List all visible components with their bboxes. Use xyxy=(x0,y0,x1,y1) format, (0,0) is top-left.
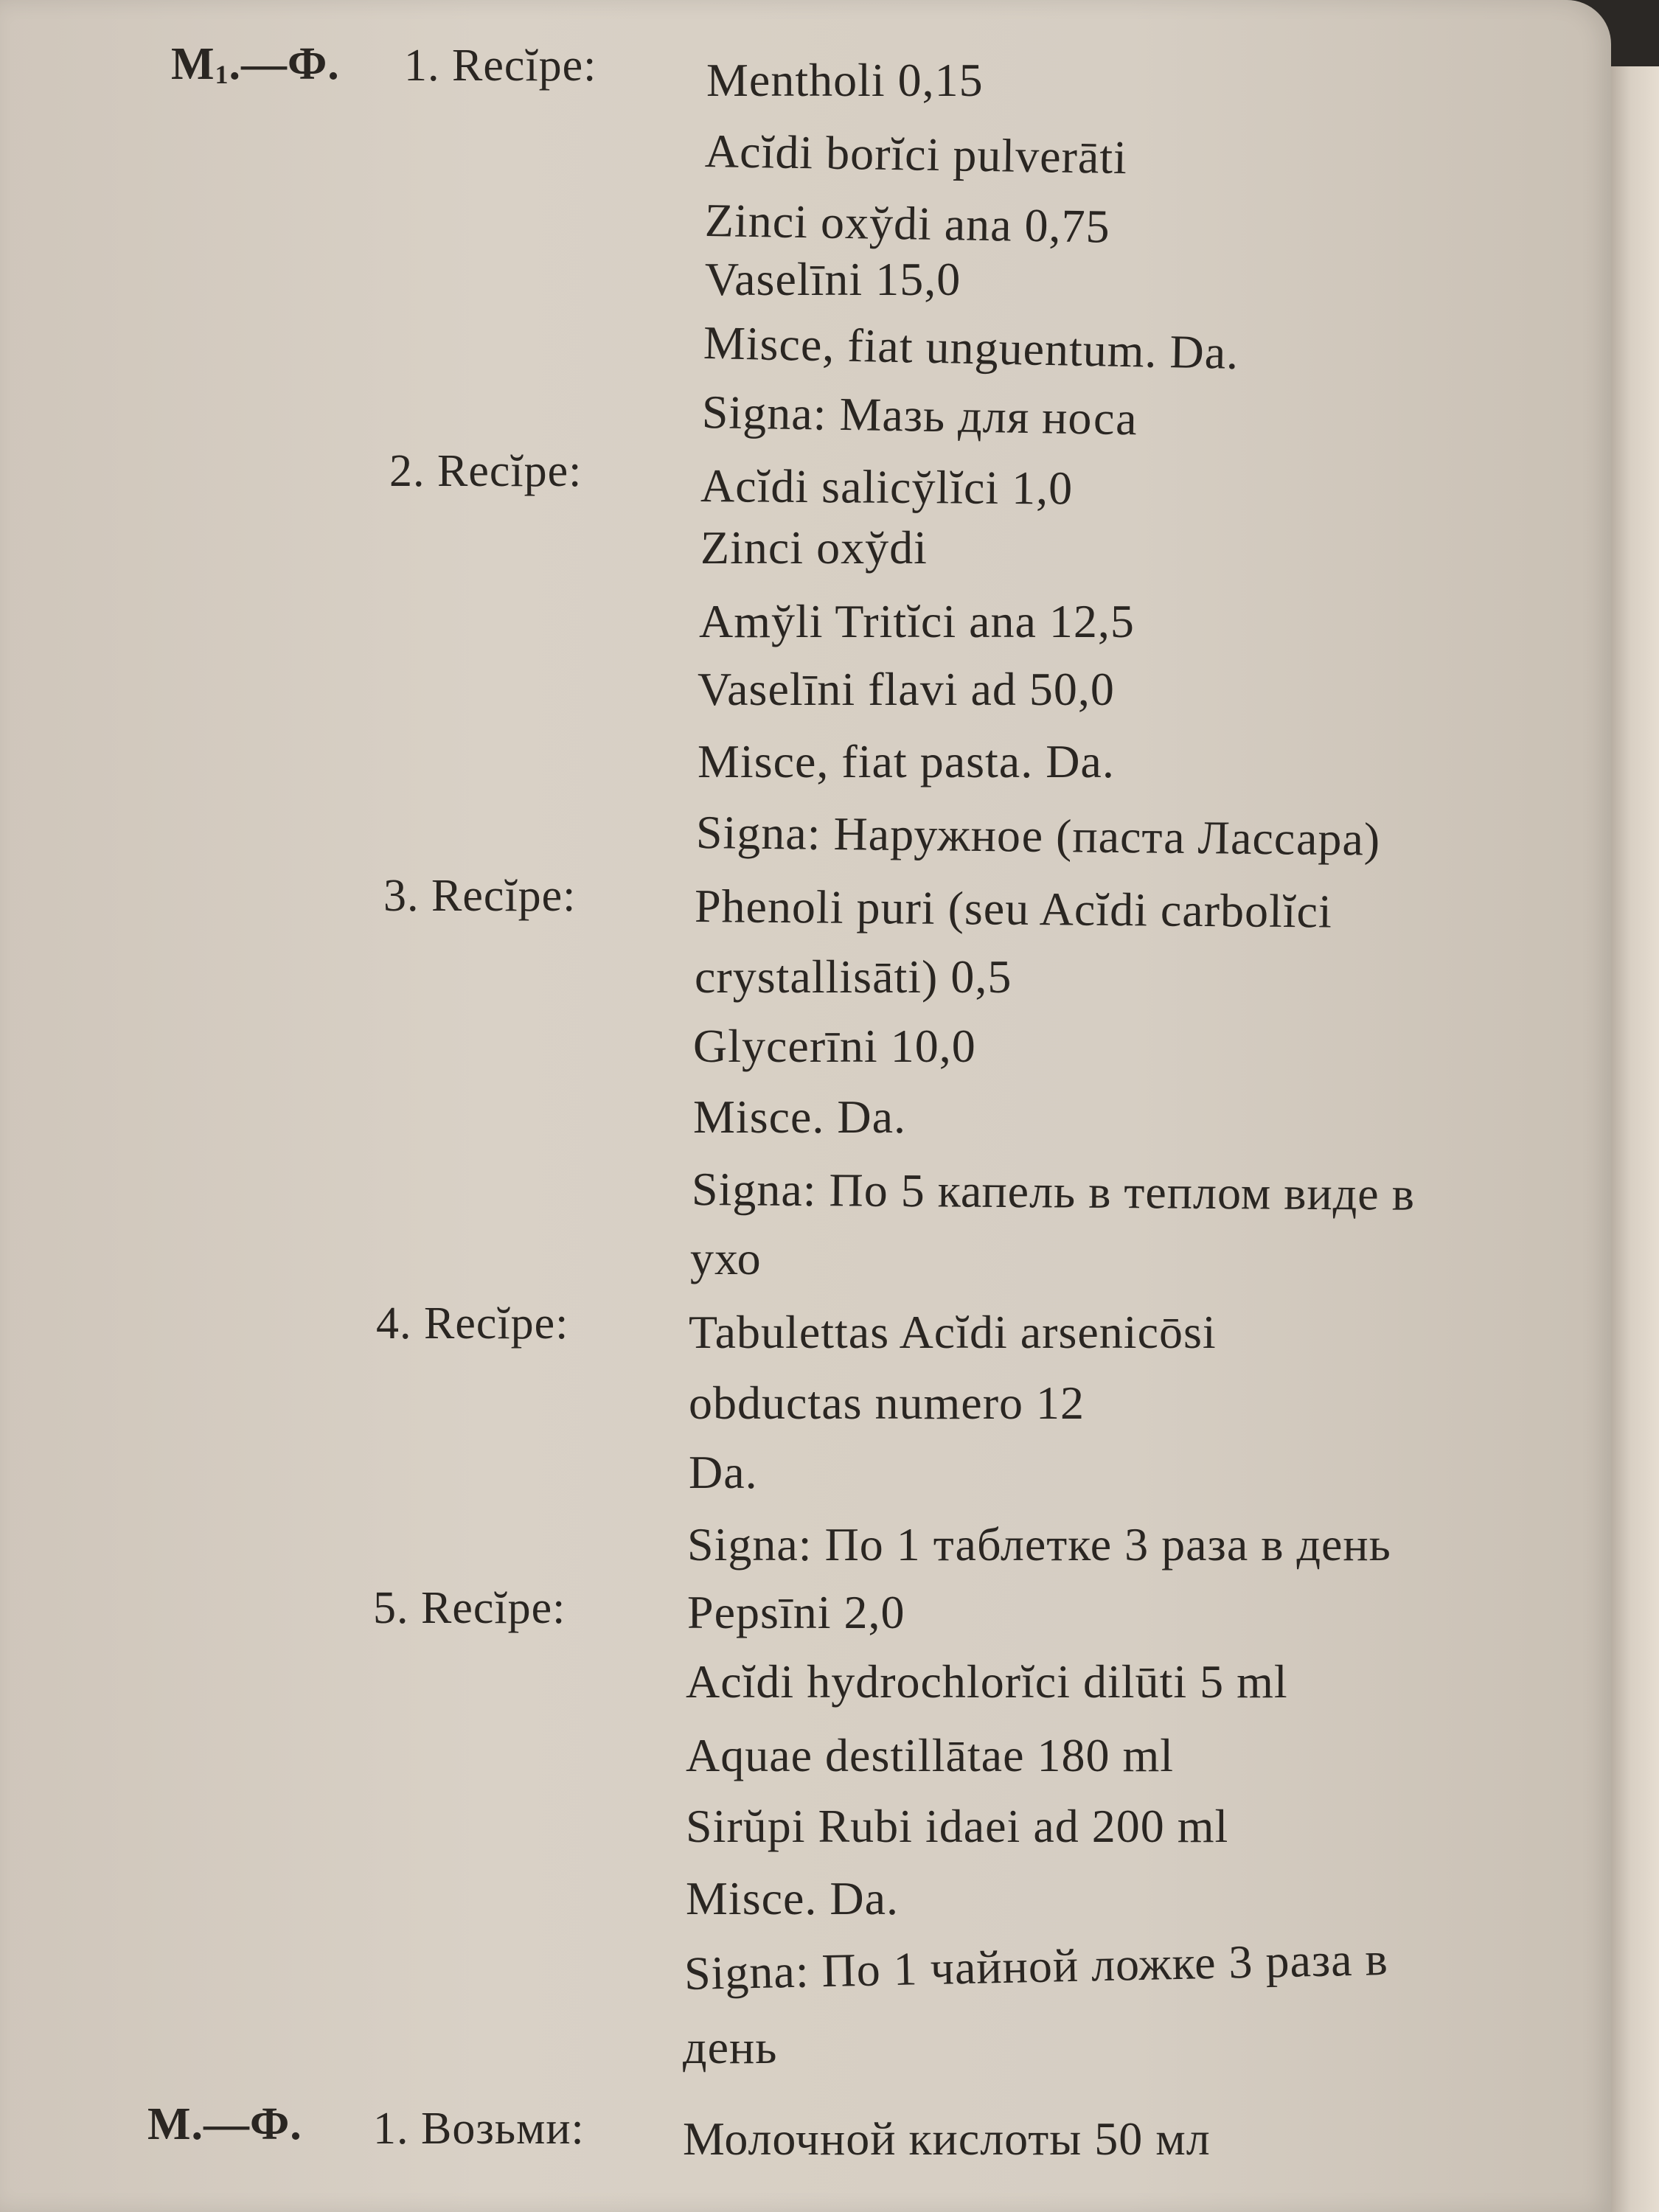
page-edge xyxy=(1611,66,1659,2212)
recipe-line: Da. xyxy=(689,1446,758,1498)
recipe-line: Misce, fiat pasta. Da. xyxy=(698,735,1115,787)
recipe-line: Pepsīni 2,0 xyxy=(687,1586,905,1638)
recipe-line: Signa: Наружное (паста Лассара) xyxy=(695,806,1381,866)
recipe-line: Misce, fiat unguentum. Da. xyxy=(703,316,1239,379)
recipe-label: 5. Recĭpe: xyxy=(373,1583,566,1633)
recipe-line: Acĭdi borĭci pulverāti xyxy=(704,125,1128,184)
recipe-label: 1. Возьми: xyxy=(373,2104,585,2154)
recipe-line: obductas numero 12 xyxy=(689,1377,1085,1429)
recipe-line: Misce. Da. xyxy=(686,1872,900,1924)
recipe-line: Aquae destillātae 180 ml xyxy=(686,1729,1175,1781)
recipe-line: Tabulettas Acĭdi arsenicōsi xyxy=(689,1306,1217,1358)
recipe-line: Signa: Мазь для носа xyxy=(701,386,1138,445)
section-label: $М_1.—Ф$. xyxy=(171,39,340,89)
recipe-line: crystallisāti) 0,5 xyxy=(695,950,1012,1003)
recipe-line: Zinci oxy̆di xyxy=(700,521,928,574)
recipe-line: Signa: По 1 таблетке 3 раза в день xyxy=(687,1518,1391,1571)
recipe-label: 3. Recĭpe: xyxy=(383,871,577,921)
recipe-line: Sirŭpi Rubi idaei ad 200 ml xyxy=(686,1800,1229,1852)
recipe-line: Zinci oxy̆di ana 0,75 xyxy=(704,194,1111,253)
recipe-label: 1. Recĭpe: xyxy=(404,41,597,91)
recipe-line: Signa: По 1 чайной ложке 3 раза в xyxy=(684,1933,1389,2000)
recipe-line: Phenoli puri (seu Acĭdi carbolĭci xyxy=(694,880,1333,938)
recipe-line: Signa: По 5 капель в теплом виде в xyxy=(691,1163,1416,1220)
section-label: М.—Ф. xyxy=(147,2099,302,2149)
recipe-label: 4. Recĭpe: xyxy=(376,1298,569,1349)
recipe-line: Acĭdi hydrochlorĭci dilūti 5 ml xyxy=(686,1655,1288,1708)
recipe-line: Mentholi 0,15 xyxy=(706,54,984,106)
recipe-line: ухо xyxy=(690,1232,762,1284)
recipe-line: Misce. Da. xyxy=(693,1091,907,1143)
recipe-line: Vaselīni 15,0 xyxy=(705,253,961,305)
recipe-line: Amy̆li Tritĭci ana 12,5 xyxy=(699,595,1135,647)
recipe-line: Glycerīni 10,0 xyxy=(693,1020,976,1072)
recipe-line: день xyxy=(683,2021,778,2073)
recipe-line: Молочной кислоты 50 мл xyxy=(683,2112,1211,2165)
recipe-label: 2. Recĭpe: xyxy=(389,446,582,496)
recipe-line: Vaselīni flavi ad 50,0 xyxy=(698,663,1115,715)
recipe-line: Acĭdi salicy̆lĭci 1,0 xyxy=(700,459,1074,515)
